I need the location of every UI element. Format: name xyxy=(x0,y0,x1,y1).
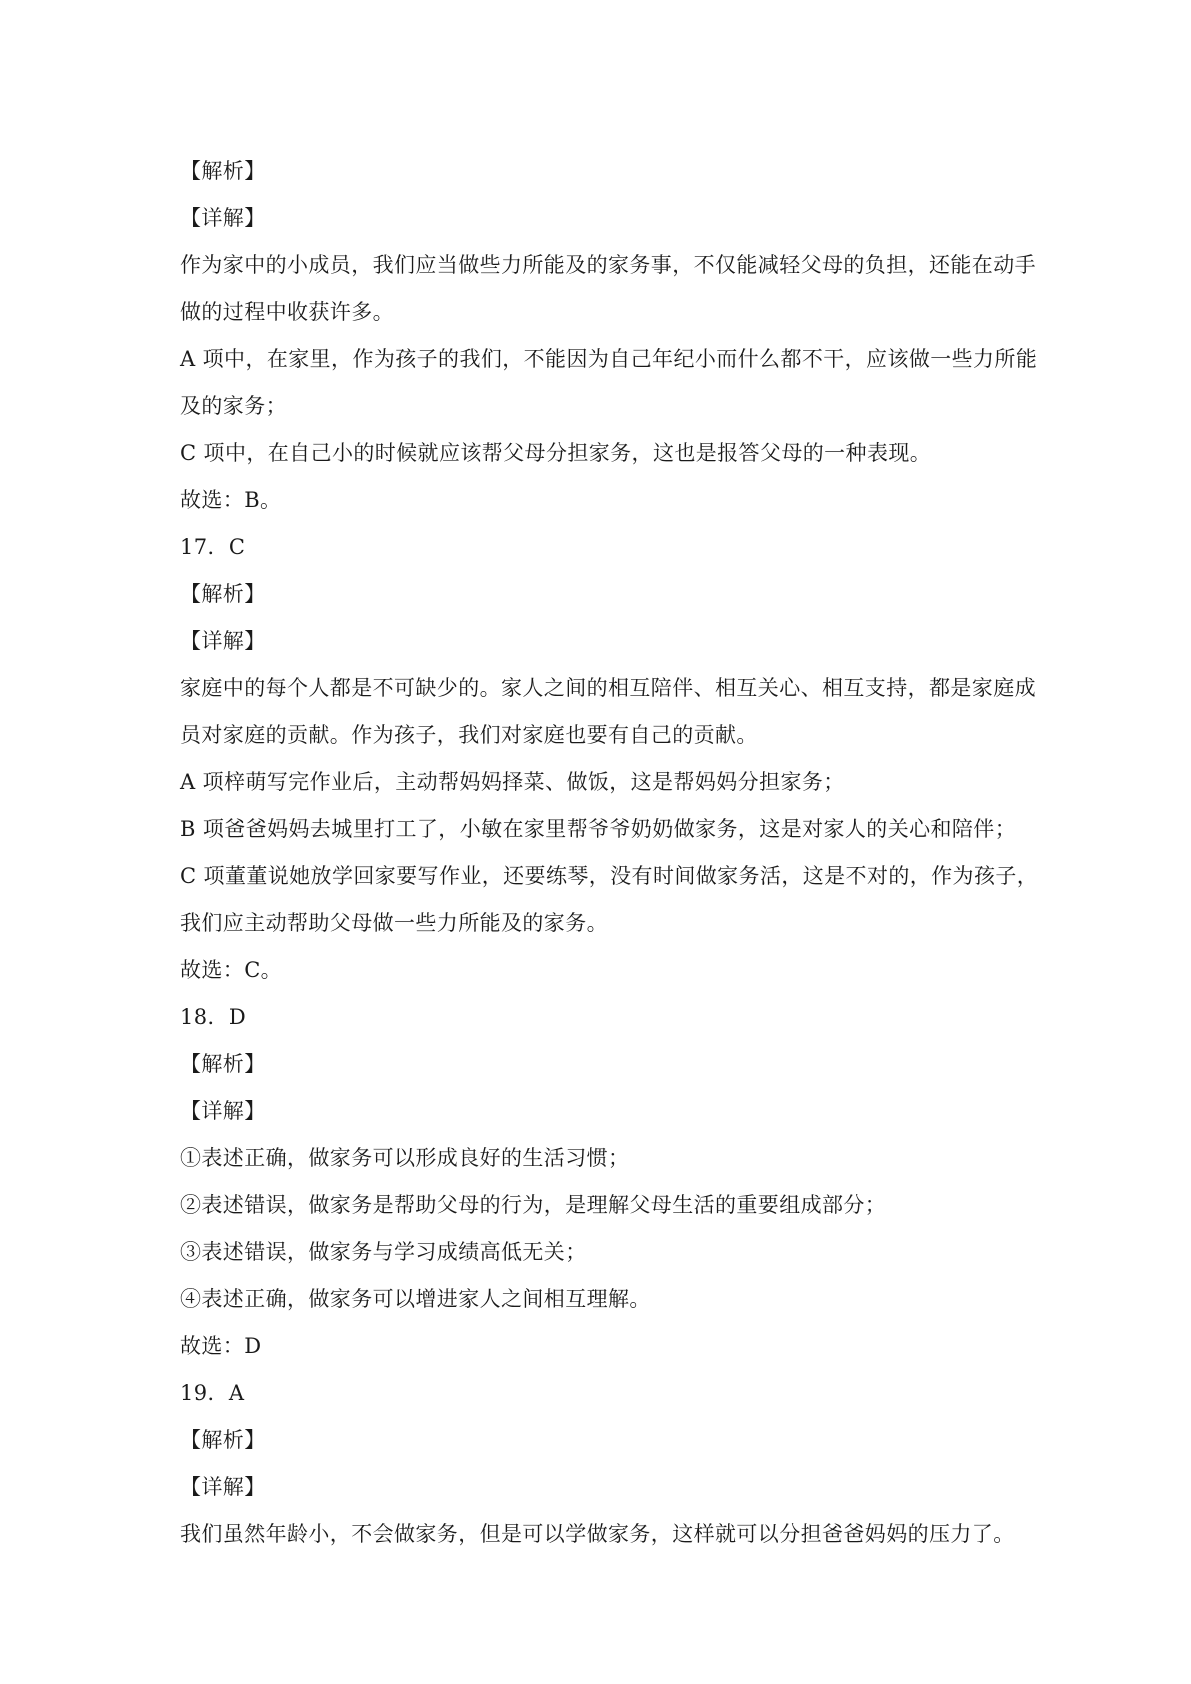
paragraph-line: ③表述错误，做家务与学习成绩高低无关； xyxy=(180,1240,587,1264)
paragraph-line: C 项中，在自己小的时候就应该帮父母分担家务，这也是报答父母的一种表现。 xyxy=(180,441,932,465)
paragraph-line: A 项中，在家里，作为孩子的我们，不能因为自己年纪小而什么都不干，应该做一些力所能 xyxy=(180,347,1038,371)
section-heading-analysis: 【解析】 xyxy=(180,1428,266,1452)
paragraph-line: 作为家中的小成员，我们应当做些力所能及的家务事，不仅能减轻父母的负担，还能在动手 xyxy=(180,253,1036,277)
paragraph-line: 我们应主动帮助父母做一些力所能及的家务。 xyxy=(180,911,608,935)
section-heading-details: 【详解】 xyxy=(180,1099,266,1123)
section-heading-analysis: 【解析】 xyxy=(180,582,266,606)
paragraph-line: 家庭中的每个人都是不可缺少的。家人之间的相互陪伴、相互关心、相互支持，都是家庭成 xyxy=(180,676,1036,700)
section-heading-analysis: 【解析】 xyxy=(180,1052,266,1076)
answer-choice: 故选：C。 xyxy=(180,958,283,982)
paragraph-line: 及的家务； xyxy=(180,394,287,418)
question-number: 17．C xyxy=(180,535,246,559)
section-heading-details: 【详解】 xyxy=(180,206,266,230)
section-heading-analysis: 【解析】 xyxy=(180,159,266,183)
paragraph-line: 做的过程中收获许多。 xyxy=(180,300,394,324)
paragraph-line: 我们虽然年龄小，不会做家务，但是可以学做家务，这样就可以分担爸爸妈妈的压力了。 xyxy=(180,1522,1015,1546)
question-number: 18．D xyxy=(180,1005,247,1029)
section-heading-details: 【详解】 xyxy=(180,629,266,653)
paragraph-line: C 项董董说她放学回家要写作业，还要练琴，没有时间做家务活，这是不对的，作为孩子， xyxy=(180,864,1039,888)
paragraph-line: 员对家庭的贡献。作为孩子，我们对家庭也要有自己的贡献。 xyxy=(180,723,758,747)
paragraph-line: ①表述正确，做家务可以形成良好的生活习惯； xyxy=(180,1146,630,1170)
question-number: 19．A xyxy=(180,1381,245,1405)
paragraph-line: A 项梓萌写完作业后，主动帮妈妈择菜、做饭，这是帮妈妈分担家务； xyxy=(180,770,845,794)
paragraph-line: ④表述正确，做家务可以增进家人之间相互理解。 xyxy=(180,1287,651,1311)
answer-choice: 故选：B。 xyxy=(180,488,282,512)
paragraph-line: B 项爸爸妈妈去城里打工了，小敏在家里帮爷爷奶奶做家务，这是对家人的关心和陪伴； xyxy=(180,817,1017,841)
answer-choice: 故选：D xyxy=(180,1334,262,1358)
answer-content xyxy=(180,148,1039,1558)
paragraph-line: ②表述错误，做家务是帮助父母的行为，是理解父母生活的重要组成部分； xyxy=(180,1193,887,1217)
section-heading-details: 【详解】 xyxy=(180,1475,266,1499)
